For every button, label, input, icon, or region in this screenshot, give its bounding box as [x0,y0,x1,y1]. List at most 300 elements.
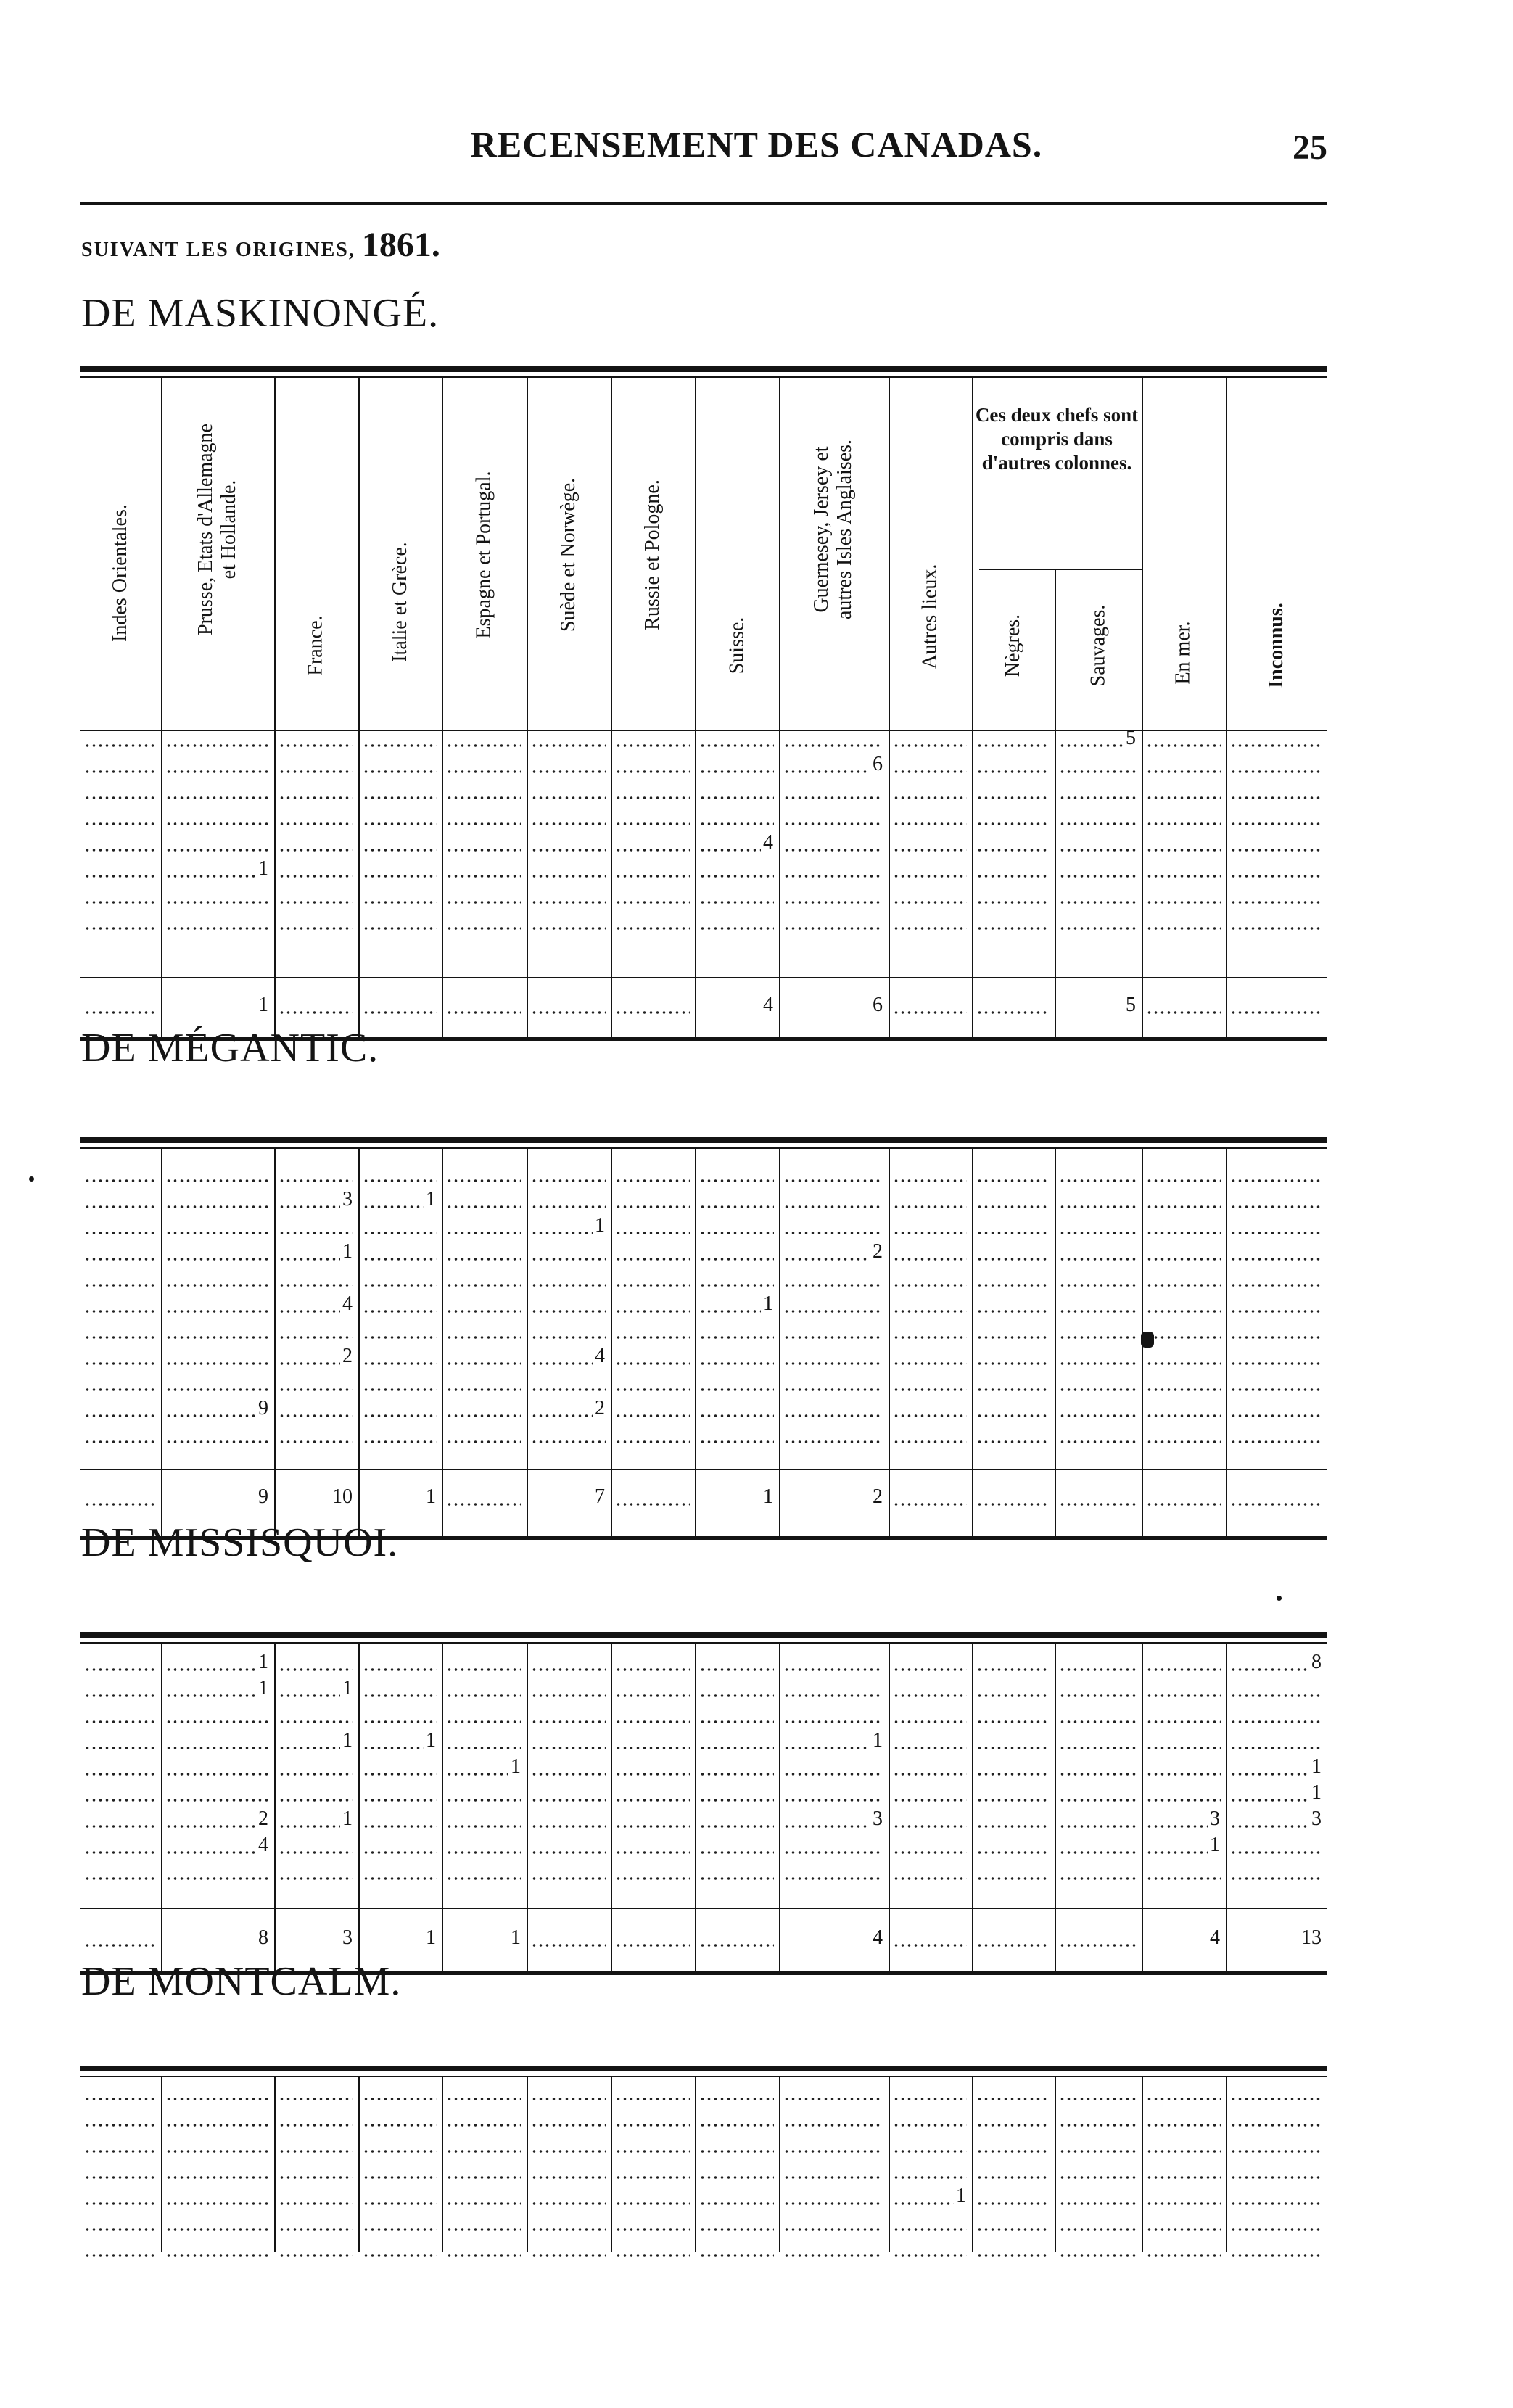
table-cell [363,1159,439,1184]
dot-leader [1059,1424,1137,1445]
table-cell [165,1290,271,1314]
table-cell [699,1368,776,1393]
table-cell [699,2234,776,2259]
column-header-indes [109,504,131,642]
table-cell [615,907,692,931]
table-cell [1059,1185,1139,1210]
dot-leader [1146,1216,1221,1236]
total-value: 10 [332,1485,353,1507]
column-divider [527,378,528,1037]
dot-leader [363,754,437,775]
dot-leader [165,2134,269,2154]
dot-leader [279,2134,353,2154]
dot-leader [446,1731,521,1751]
dot-leader [279,1861,353,1881]
dot-leader [279,2186,353,2206]
table-cell [783,802,886,827]
table-cell [363,1394,439,1419]
dot-leader [165,780,269,801]
table-cell [84,1394,158,1419]
dot-leader [279,754,353,775]
table-cell [363,724,439,749]
dot-leader [363,2108,437,2128]
dot-leader [363,1268,437,1288]
dot-leader [699,2134,774,2154]
table-cell [1059,1648,1139,1673]
dot-leader [1146,1268,1221,1288]
table-cell [363,802,439,827]
dot-leader [893,2108,967,2128]
total-cell [1146,1483,1223,1507]
total-rule-missisquoi [80,1908,1327,1909]
table-cell [1230,1726,1324,1751]
dot-leader [699,1163,774,1184]
column-header-prusse [194,424,240,635]
table-cell [615,1857,692,1881]
table-cell [1230,881,1324,905]
dot-leader [363,2082,437,2102]
table-cell [976,2234,1052,2259]
dot-leader [363,1704,437,1725]
dot-leader [363,1163,437,1184]
dot-leader [165,754,269,775]
dot-leader [976,1678,1050,1699]
table-cell [1059,1211,1139,1236]
table-cell [363,2103,439,2128]
dot-leader [363,1809,437,1829]
dot-leader [783,2108,883,2128]
dot-leader [893,2238,967,2259]
dot-leader [165,1398,256,1419]
column-divider [889,378,890,1037]
stray-mark [1277,1596,1282,1601]
table-cell [615,2077,692,2102]
dot-leader [446,2186,521,2206]
dot-leader [84,1189,156,1210]
table-cell [84,2129,158,2154]
dot-leader [363,1731,424,1751]
table-cell [165,1368,271,1393]
dot-leader [531,1346,593,1366]
dot-leader [279,859,353,879]
table-cell [1059,828,1139,853]
dot-leader [976,807,1050,827]
table-cell [1230,2103,1324,2128]
column-divider [972,378,973,1037]
stray-mark [29,1176,34,1182]
table-cell [615,1211,692,1236]
total-cell [1059,1483,1139,1507]
total-cell [699,1923,776,1948]
dot-leader [976,885,1050,905]
dot-leader [1230,859,1322,879]
dot-leader [699,911,774,931]
column-header-sauvages-label: Sauvages. [1087,604,1110,687]
dot-leader [783,780,883,801]
dot-leader [1146,1163,1221,1184]
column-divider [527,2077,528,2252]
column-divider [161,2077,162,2252]
table-cell [699,1831,776,1855]
dot-leader [893,1757,967,1777]
table-cell [615,1674,692,1699]
table-cell [1230,802,1324,827]
dot-leader [783,1242,870,1262]
total-cell [446,991,524,1015]
table-cell [1230,1700,1324,1725]
dot-leader [531,1163,606,1184]
table-cell [165,750,271,775]
total-cell [84,991,158,1015]
column-divider [274,2077,276,2252]
dot-leader [1059,754,1137,775]
dot-leader [699,1398,774,1419]
table-cell [976,1831,1052,1855]
dot-leader [165,1783,269,1803]
dot-leader [783,1294,883,1314]
dot-leader [615,1216,690,1236]
dot-leader [976,1652,1050,1673]
dot-leader [1146,728,1221,749]
table-cell [279,2234,355,2259]
dot-leader [976,2186,1050,2206]
dot-leader [783,2186,883,2206]
table-cell [615,1316,692,1340]
dot-leader [1146,1835,1208,1855]
total-value: 8 [258,1926,268,1948]
table-cell [279,802,355,827]
cell-value: 1 [956,2185,966,2206]
dot-leader [976,1424,1050,1445]
column-divider [611,1644,612,1971]
dot-leader [699,2082,774,2102]
dot-leader [893,1809,967,1829]
total-cell [446,1483,524,1507]
table-cell [893,1805,969,1829]
dot-leader [363,1398,437,1419]
dot-leader [1059,1757,1137,1777]
table-cell [279,724,355,749]
table-cell [615,828,692,853]
total-cell [1059,1923,1139,1948]
table-cell [699,1700,776,1725]
dot-leader [531,780,606,801]
dot-leader [84,885,156,905]
dot-leader [783,1424,883,1445]
dot-leader [84,1424,156,1445]
table-cell [1230,1185,1324,1210]
subtitle-text: SUIVANT LES ORIGINES, [81,239,362,261]
table-cell [446,1648,524,1673]
dot-leader [615,2186,690,2206]
dot-leader [1230,885,1322,905]
table-cell [84,724,158,749]
table-cell [1230,1237,1324,1262]
dot-leader [84,2108,156,2128]
dot-leader [279,1294,340,1314]
total-cell [893,1483,969,1507]
section-top-rule-missisquoi [80,1632,1327,1638]
dot-leader [446,1861,521,1881]
dot-leader [1146,2134,1221,2154]
dot-leader [699,1835,774,1855]
table-cell [1230,1342,1324,1366]
dot-leader [1059,1928,1137,1948]
column-divider [1226,1149,1227,1536]
dot-leader [84,780,156,801]
cell-value: 8 [1311,1651,1322,1673]
table-cell [531,724,608,749]
dot-leader [1059,2212,1137,2232]
dot-leader [615,1704,690,1725]
total-cell [615,991,692,1015]
table-cell [699,828,776,853]
cell-value: 1 [258,1651,268,1673]
column-header-suede-label: Suède et Norwège. [557,477,580,632]
dot-leader [279,1372,353,1393]
table-cell [1146,828,1223,853]
dot-leader [363,1861,437,1881]
table-cell [699,2103,776,2128]
table-cell [783,1185,886,1210]
table-cell [1146,724,1223,749]
table-cell [893,1420,969,1445]
dot-leader [363,728,437,749]
table-cell [84,854,158,879]
dot-leader [531,2186,606,2206]
dot-leader [893,1652,967,1673]
table-cell [699,1342,776,1366]
dot-leader [1059,1320,1137,1340]
dot-leader [531,2134,606,2154]
table-cell [446,1263,524,1288]
table-cell [363,1648,439,1673]
table-cell [615,1159,692,1184]
district-title-missisquoi: DE MISSISQUOI. [81,1520,399,1565]
dot-leader [976,1783,1050,1803]
table-cell [783,1648,886,1673]
table-cell [446,2077,524,2102]
table-cell [976,724,1052,749]
dot-leader [279,728,353,749]
dot-leader [279,1809,340,1829]
table-cell [1059,1778,1139,1803]
table-cell [893,2103,969,2128]
dot-leader [165,1678,256,1699]
dot-leader [1230,2186,1322,2206]
table-cell [446,1211,524,1236]
table-cell [699,1674,776,1699]
column-header-guernesey-label: Guernesey, Jersey et autres Isles Anglaises. [810,439,857,620]
table-cell [615,1368,692,1393]
table-cell [1146,2156,1223,2180]
table-cell [531,2182,608,2206]
table-cell [1059,2208,1139,2232]
dot-leader [893,1320,967,1340]
table-cell [531,1648,608,1673]
total-cell [531,1483,608,1507]
column-divider [161,1644,162,1971]
table-cell [1146,1778,1223,1803]
table-cell [531,1185,608,1210]
column-divider [889,1149,890,1536]
table-cell [1146,1420,1223,1445]
dot-leader [1059,1216,1137,1236]
dot-leader [165,2082,269,2102]
table-cell [1230,776,1324,801]
table-cell [1146,1752,1223,1777]
page-number: 25 [1293,128,1327,167]
dot-leader [615,1424,690,1445]
dot-leader [1059,1861,1137,1881]
dot-leader [446,1163,521,1184]
column-divider [695,2077,696,2252]
table-cell [1230,1290,1324,1314]
table-cell [615,1648,692,1673]
dot-leader [783,1398,883,1419]
table-cell [165,1237,271,1262]
table-cell [1230,724,1324,749]
dot-leader [1059,833,1137,853]
dot-leader [976,859,1050,879]
dot-leader [1230,1487,1322,1507]
column-header-russie-label: Russie et Pologne. [641,479,664,630]
table-cell [279,1237,355,1262]
total-rule-megantic [80,1469,1327,1470]
dot-leader [1146,1189,1221,1210]
dot-leader [976,2238,1050,2259]
table-cell [363,750,439,775]
cell-value: 1 [595,1214,605,1236]
table-cell [1146,1185,1223,1210]
table-cell [1146,1316,1223,1340]
table-cell [363,1857,439,1881]
table-cell [976,776,1052,801]
dot-leader [84,1928,156,1948]
dot-leader [783,911,883,931]
table-cell [783,1237,886,1262]
table-cell [531,2234,608,2259]
table-cell [699,1316,776,1340]
total-cell [699,991,776,1015]
table-cell [893,2156,969,2180]
table-cell [279,1674,355,1699]
dot-leader [976,2160,1050,2180]
dot-leader [1059,2186,1137,2206]
dot-leader [699,1678,774,1699]
table-cell [363,2077,439,2102]
table-cell [279,1211,355,1236]
dot-leader [279,1757,353,1777]
table-cell [531,2156,608,2180]
dot-leader [531,1861,606,1881]
dot-leader [976,2082,1050,2102]
dot-leader [1230,1678,1322,1699]
table-cell [84,2208,158,2232]
dot-leader [165,2160,269,2180]
dot-leader [976,1731,1050,1751]
table-cell [363,881,439,905]
table-cell [446,1805,524,1829]
dot-leader [1230,911,1322,931]
table-cell [279,1752,355,1777]
total-value: 1 [426,1926,436,1948]
table-cell [893,1159,969,1184]
table-cell [363,1726,439,1751]
column-divider [1055,1149,1056,1536]
table-cell [615,1394,692,1419]
table-cell [976,2077,1052,2102]
table-cell [84,1805,158,1829]
table-cell [976,2103,1052,2128]
dot-leader [1146,807,1221,827]
dot-leader [165,1268,269,1288]
dot-leader [446,1757,508,1777]
table-cell [783,1778,886,1803]
table-cell [446,776,524,801]
table-cell [1146,1857,1223,1881]
table-cell [893,1778,969,1803]
table-cell [1146,1368,1223,1393]
dot-leader [1230,1268,1322,1288]
column-header-inconnus [1265,603,1288,688]
table-cell [893,1857,969,1881]
table-cell [363,2234,439,2259]
table-cell [84,1648,158,1673]
table-cell [531,1778,608,1803]
dot-leader [165,1189,269,1210]
dot-leader [165,833,269,853]
table-cell [1230,907,1324,931]
dot-leader [976,1268,1050,1288]
dot-leader [976,1398,1050,1419]
dot-leader [363,2134,437,2154]
table-cell [165,2077,271,2102]
table-cell [699,1263,776,1288]
table-cell [446,2129,524,2154]
dot-leader [363,1424,437,1445]
dot-leader [699,1783,774,1803]
dot-leader [699,2238,774,2259]
table-cell [976,2208,1052,2232]
dot-leader [84,2212,156,2232]
total-cell [976,991,1052,1015]
column-divider [274,1149,276,1536]
dot-leader [615,1731,690,1751]
table-cell [893,828,969,853]
dot-leader [699,1189,774,1210]
table-cell [976,1211,1052,1236]
stray-mark [1141,1332,1154,1348]
dot-leader [615,1652,690,1673]
dot-leader [893,833,967,853]
dot-leader [976,1294,1050,1314]
dot-leader [1146,780,1221,801]
cell-value: 4 [763,831,773,853]
table-cell [446,828,524,853]
table-cell [1059,750,1139,775]
dot-leader [165,1652,256,1673]
table-cell [165,1805,271,1829]
dot-leader [699,885,774,905]
dot-leader [1230,2238,1322,2259]
table-cell [699,1290,776,1314]
column-divider [1142,378,1143,1037]
dot-leader [699,2108,774,2128]
column-divider [442,1149,443,1536]
table-cell [1059,1674,1139,1699]
table-cell [363,2208,439,2232]
